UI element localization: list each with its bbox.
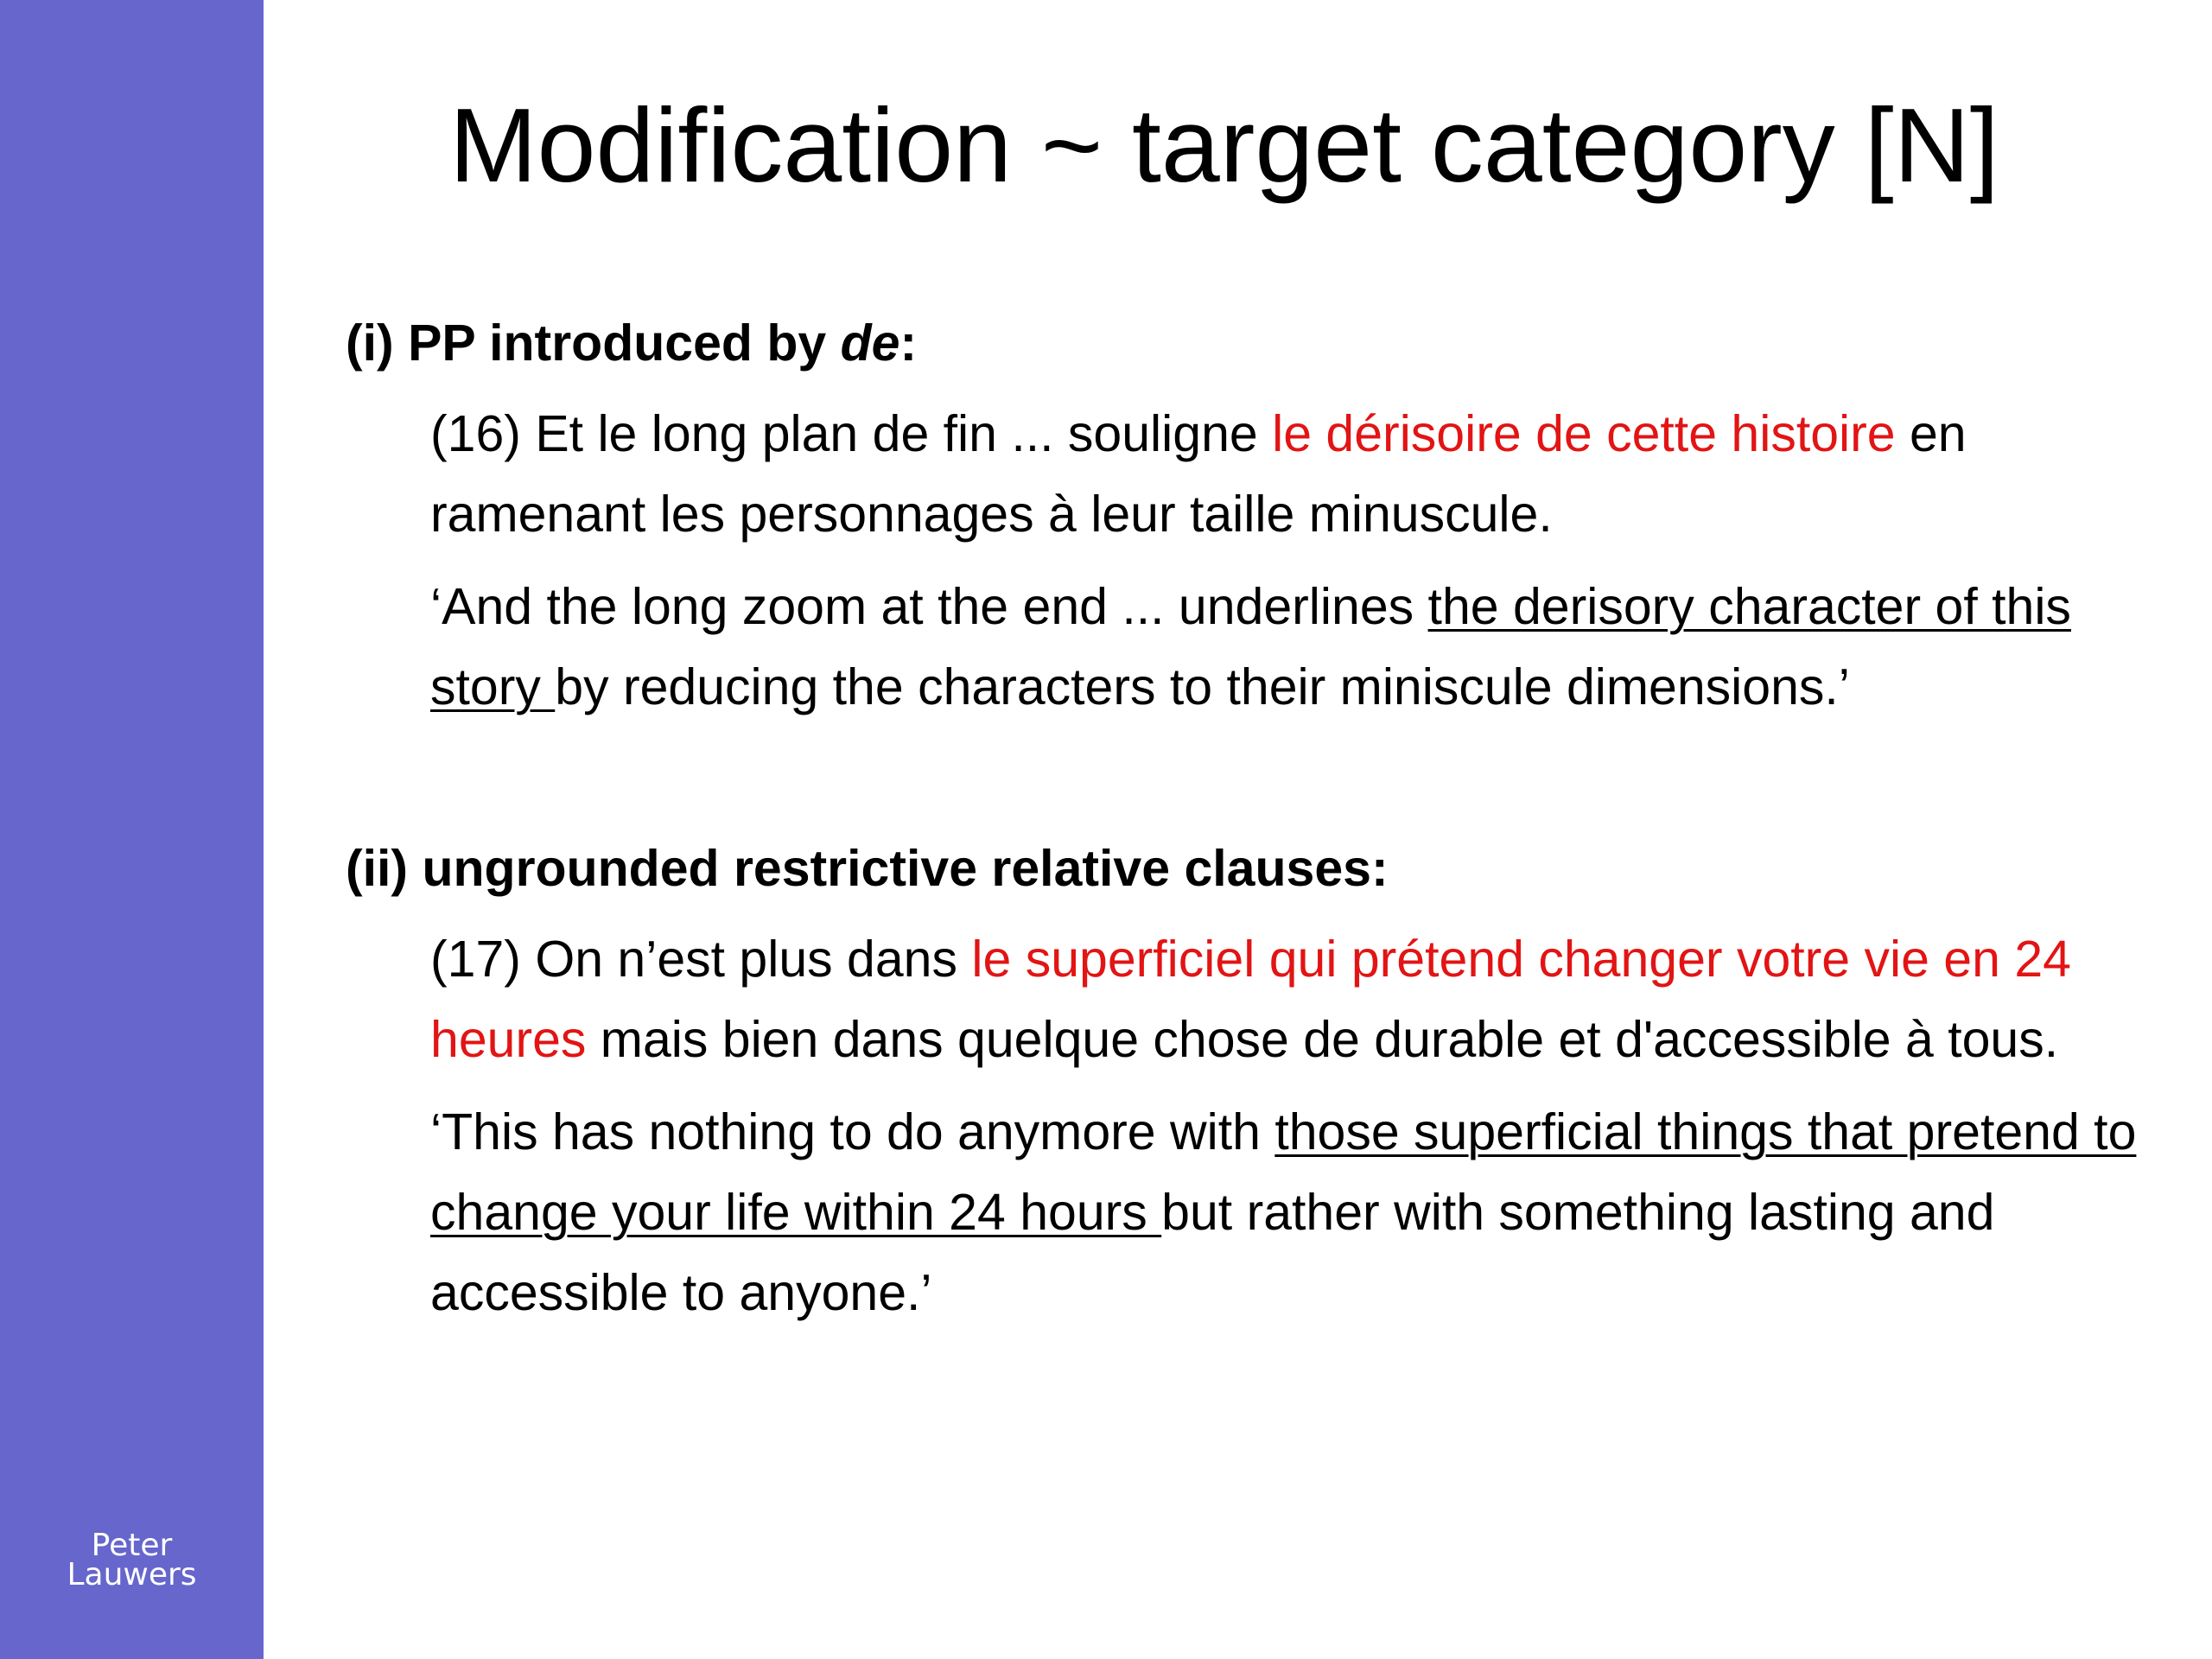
section-i-heading-italic: de — [840, 315, 900, 372]
example-17-french-highlight: le superficiel qui prétend changer votre vie en 24 heures — [430, 931, 2071, 1068]
sidebar — [0, 0, 264, 1659]
example-16-french — [430, 394, 2158, 555]
author-first-name: Peter — [91, 1528, 173, 1563]
example-16-french-highlight: le dérisoire de cette histoire — [1272, 405, 1896, 462]
example-17-gloss-underlined: those superficial things that pretend to change your life within 24 hours — [430, 1103, 2137, 1241]
example-17-gloss — [430, 1092, 2158, 1333]
example-16-french-after: en ramenant les personnages à leur taille minuscule. — [430, 405, 1967, 543]
author-signature — [0, 1528, 264, 1592]
slide-title: Modification ~ target category [N] — [449, 86, 1999, 204]
section-i-heading-prefix: (i) PP introduced by — [346, 315, 841, 372]
example-16-gloss-before: ‘And the long zoom at the end ... underlines — [430, 578, 1428, 635]
example-17-french — [430, 919, 2158, 1080]
example-17-french-after: mais bien dans quelque chose de durable et d'accessible à tous. — [586, 1011, 2059, 1068]
example-17 — [430, 919, 2158, 1333]
section-i-heading-suffix: : — [899, 315, 918, 372]
example-17-french-before: (17) On n’est plus dans — [430, 931, 972, 988]
example-16-gloss — [430, 567, 2158, 728]
example-16 — [430, 394, 2158, 728]
example-16-gloss-underlined: the derisory character of this story — [430, 578, 2071, 715]
example-17-gloss-after: but rather with something lasting and accessible to anyone.’ — [430, 1184, 1995, 1321]
example-17-gloss-before: ‘This has nothing to do anymore with — [430, 1103, 1275, 1160]
section-ii-heading: (ii) ungrounded restrictive relative clauses: — [346, 840, 1389, 897]
author-last-name: Lauwers — [67, 1557, 197, 1592]
example-16-french-before: (16) Et le long plan de fin ... souligne — [430, 405, 1273, 462]
example-16-gloss-after: by reducing the characters to their miniscule dimensions.’ — [555, 658, 1850, 715]
section-i-heading — [346, 313, 917, 373]
